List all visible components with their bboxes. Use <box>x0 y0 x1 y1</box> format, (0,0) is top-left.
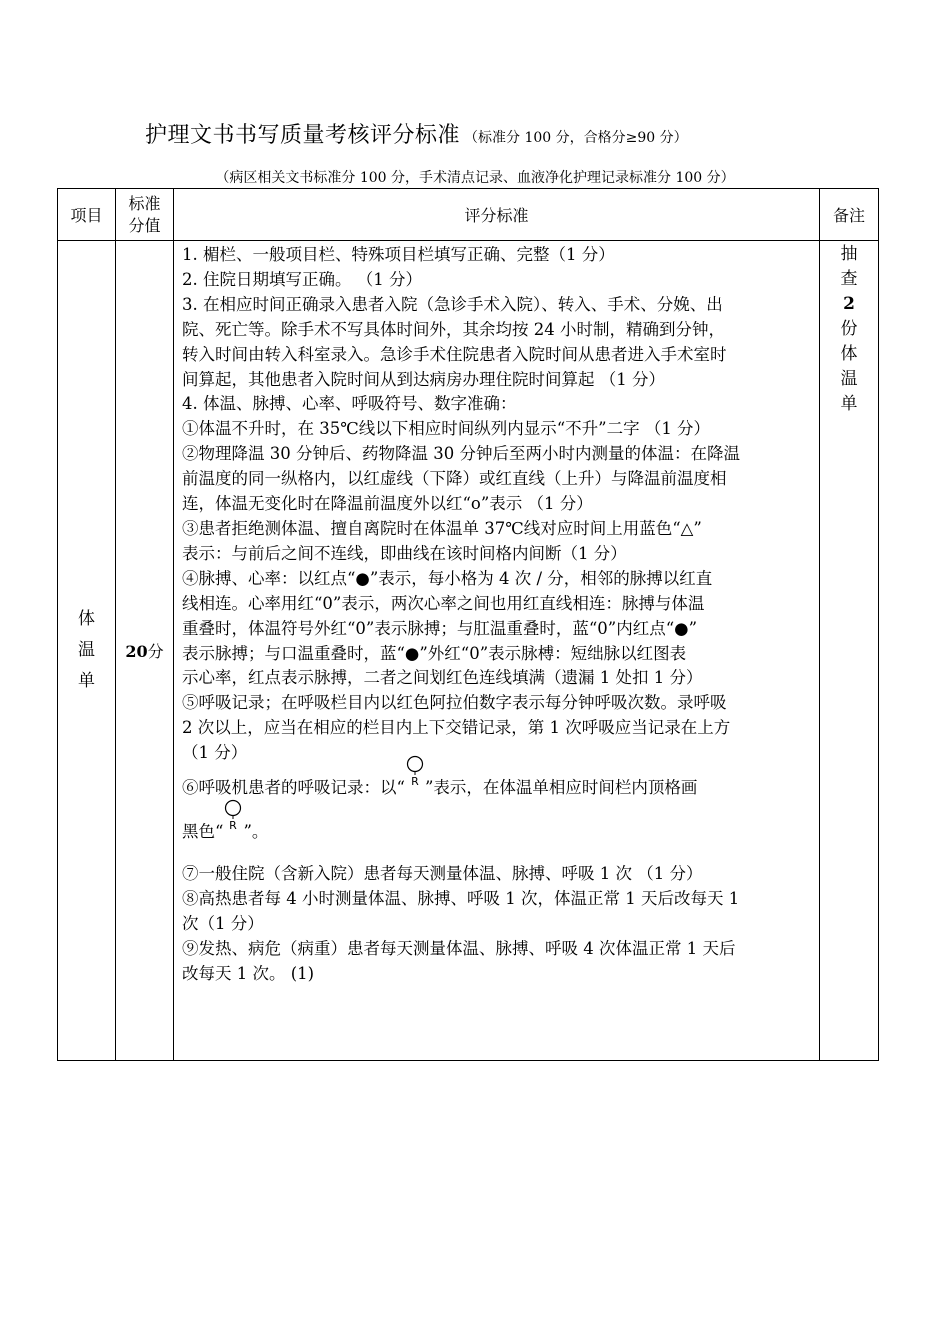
criteria-line: （1 分） <box>182 743 248 763</box>
criteria-line: 3. 在相应时间正确录入患者入院（急诊手术入院）、转入、手术、分娩、出 <box>182 294 723 314</box>
criteria-line: 次（1 分） <box>182 913 264 933</box>
criteria-line: 1. 楣栏、一般项目栏、特殊项目栏填写正确、完整（1 分） <box>182 245 615 264</box>
criteria-line: ⑦一般住院（含新入院）患者每天测量体温、脉搏、呼吸 1 次 （1 分） <box>182 864 703 884</box>
note-cell <box>820 241 879 1061</box>
header-criteria: 评分标准 <box>174 189 820 241</box>
ventilator-line-1 <box>182 766 813 810</box>
item-char: 温 <box>78 640 95 660</box>
criteria-line: 4. 体温、脉搏、心率、呼吸符号、数字准确： <box>182 394 517 414</box>
note-char: 体 <box>840 344 858 364</box>
criteria-line: 转入时间由转入科室录入。急诊手术住院患者入院时间从患者进入手术室时 <box>182 344 727 364</box>
header-score-line2: 分值 <box>128 215 161 235</box>
criteria-line: 示心率，红点表示脉搏，二者之间划红色连线填满（遗漏 1 处扣 1 分） <box>182 668 703 688</box>
criteria-line: 2. 住院日期填写正确。 （1 分） <box>182 269 422 289</box>
criteria-cell <box>174 241 820 1061</box>
ventilator-text-3: 黑色“ <box>182 822 224 842</box>
ventilator-text-1: ⑥呼吸机患者的呼吸记录：以“ <box>182 778 405 798</box>
note-char: 份 <box>840 319 858 339</box>
criteria-line: 改每天 1 次。 (1) <box>182 963 315 983</box>
subtitle: （病区相关文书标准分 100 分，手术清点记录、血液净化护理记录标准分 100 分） <box>215 170 735 186</box>
header-note: 备注 <box>820 189 879 241</box>
criteria-line: 重叠时，体温符号外红“0”表示脉搏；与肛温重叠时，蓝“0”内红点“●” <box>182 618 698 638</box>
document-title <box>145 118 688 149</box>
criteria-line: ⑨发热、病危（病重）患者每天测量体温、脉搏、呼吸 4 次体温正常 1 天后 <box>182 938 736 958</box>
ventilator-r-letter: R <box>411 775 419 789</box>
ventilator-line-2 <box>182 810 813 854</box>
title-main: 护理文书书写质量考核评分标准 <box>145 123 461 148</box>
criteria-line: 表示：与前后之间不连线，即曲线在该时间格内间断（1 分） <box>182 543 627 563</box>
note-char: 2 <box>843 294 855 314</box>
ventilator-r-symbol-icon <box>405 769 425 795</box>
criteria-line: 2 次以上，应当在相应的栏目内上下交错记录，第 1 次呼吸应当记录在上方 <box>182 718 731 738</box>
criteria-line: ④脉搏、心率：以红点“●”表示，每小格为 4 次 / 分，相邻的脉搏以红直 <box>182 568 713 588</box>
ventilator-text-2: ”表示，在体温单相应时间栏内顶格画 <box>424 778 698 798</box>
ventilator-text-4: ”。 <box>243 822 269 842</box>
header-score-line1: 标准 <box>128 193 161 213</box>
header-item: 项目 <box>58 189 116 241</box>
criteria-line: ③患者拒绝测体温、擅自离院时在体温单 37℃线对应时间上用蓝色“△” <box>182 518 702 538</box>
criteria-line: 表示脉搏；与口温重叠时，蓝“●”外红“0”表示脉榑：短绌脉以红图表 <box>182 643 687 663</box>
scoring-table <box>57 188 879 1061</box>
note-char: 抽 <box>840 244 858 264</box>
note-char: 查 <box>840 269 858 289</box>
note-char: 温 <box>840 369 858 389</box>
item-char: 体 <box>78 609 95 629</box>
criteria-line: ①体温不升时，在 35℃线以下相应时间纵列内显示“不升”二字 （1 分） <box>182 419 711 439</box>
table-row <box>58 241 879 1061</box>
score-value: 20 <box>125 642 148 661</box>
score-unit: 分 <box>147 642 164 661</box>
ventilator-r-letter: R <box>229 819 238 833</box>
score-cell <box>116 241 174 1061</box>
criteria-line: 前温度的同一纵格内，以红虚线（下降）或红直线（上升）与降温前温度相 <box>182 469 727 489</box>
criteria-line: 线相连。心率用红“0”表示，两次心率之间也用红直线相连：脉搏与体温 <box>182 593 705 613</box>
criteria-line: ⑧高热患者每 4 小时测量体温、脉搏、呼吸 1 次，体温正常 1 天后改每天 1 <box>182 888 740 908</box>
item-char: 单 <box>78 671 95 691</box>
header-row <box>58 189 879 241</box>
title-scoring-note: （标准分 100 分，合格分≥90 分） <box>464 130 688 146</box>
criteria-line: 连，体温无变化时在降温前温度外以红“o”表示 （1 分） <box>182 494 593 514</box>
criteria-line: ⑤呼吸记录；在呼吸栏目内以红色阿拉伯数字表示每分钟呼吸次数。录呼吸 <box>182 693 727 713</box>
header-standard-score <box>116 189 174 241</box>
ventilator-r-symbol-black-icon <box>223 813 243 839</box>
item-cell <box>58 241 116 1061</box>
criteria-line: 院、死亡等。除手术不写具体时间外，其余均按 24 小时制，精确到分钟， <box>182 319 725 339</box>
spacer <box>182 854 813 862</box>
criteria-line: 间算起，其他患者入院时间从到达病房办理住院时间算起 （1 分） <box>182 369 665 389</box>
note-char: 单 <box>840 394 858 414</box>
criteria-line: ②物理降温 30 分钟后、药物降温 30 分钟后至两小时内测量的体温：在降温 <box>182 444 740 464</box>
